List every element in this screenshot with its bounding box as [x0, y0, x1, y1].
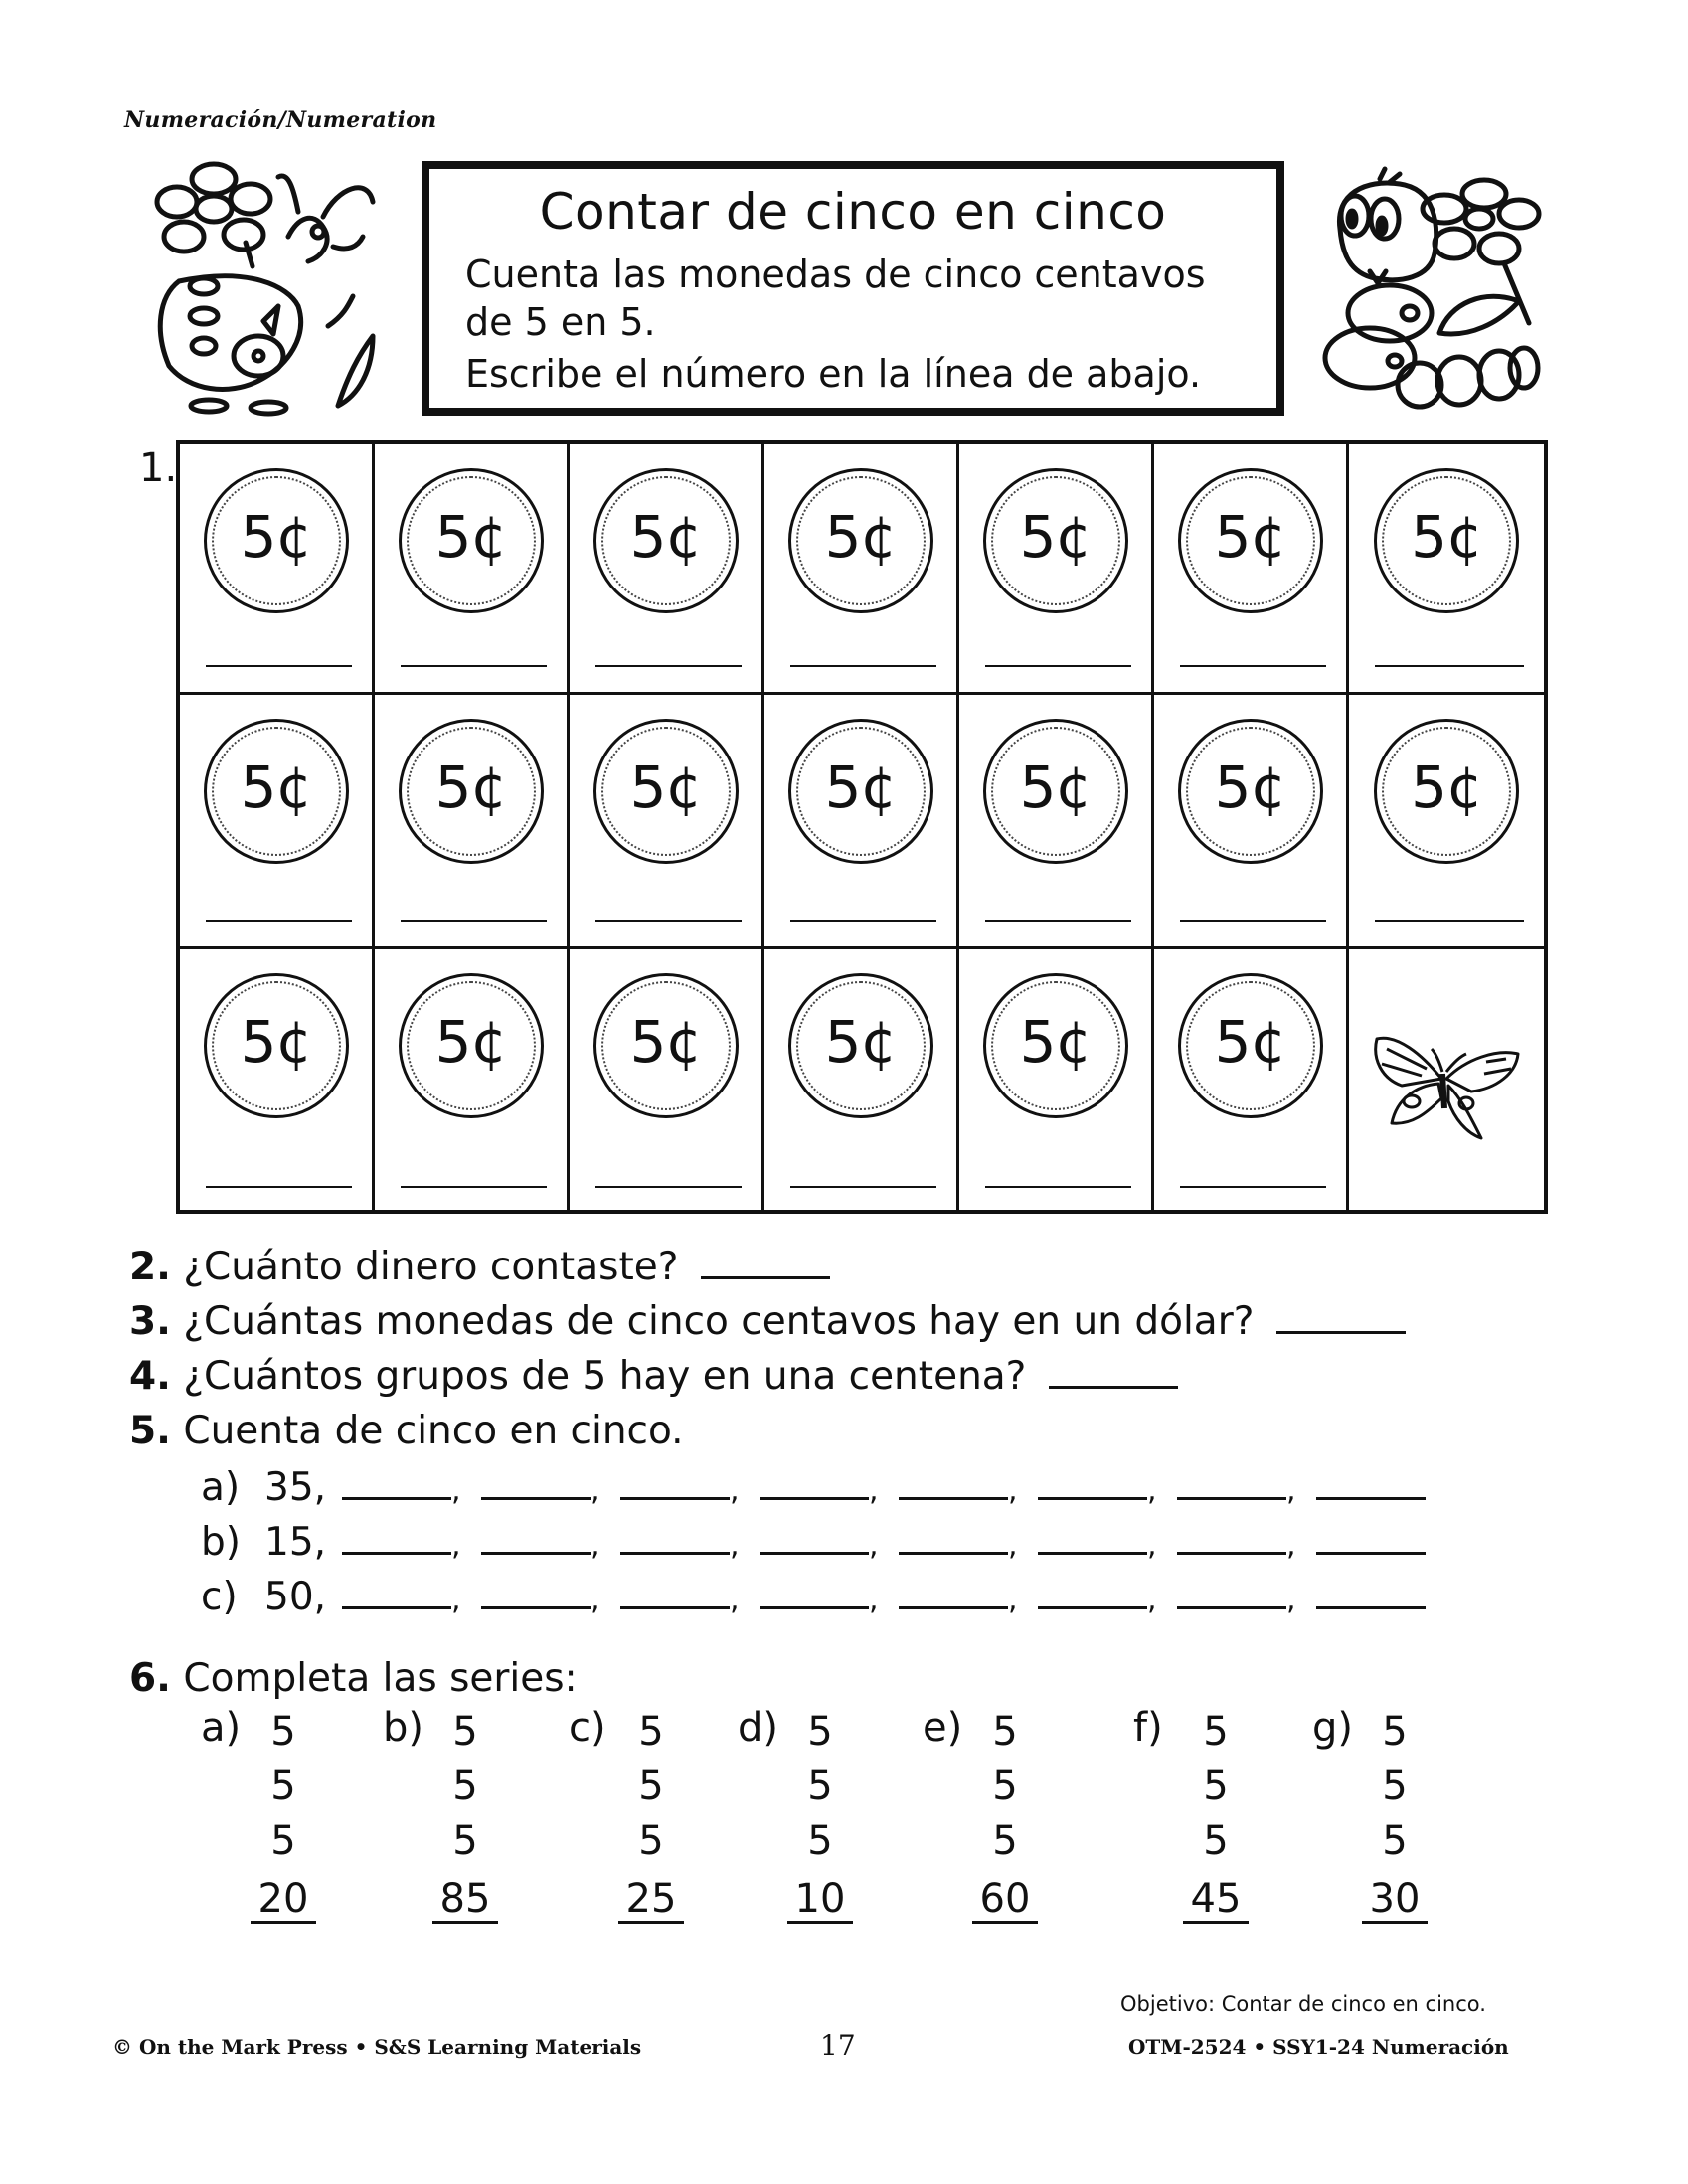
count-answer-line[interactable] [595, 1186, 742, 1188]
comma: , [869, 1583, 879, 1617]
objective-text: Objetivo: Contar de cinco en cinco. [1120, 1992, 1486, 2016]
series-label: d) [738, 1705, 778, 1751]
count-blank[interactable] [1316, 1551, 1426, 1555]
count-blank[interactable] [342, 1551, 451, 1555]
coin-label: 5¢ [240, 1008, 312, 1076]
count-answer-line[interactable] [790, 1186, 936, 1188]
nickel-coin-icon [788, 973, 933, 1118]
publisher-credit: © On the Mark Press • S&S Learning Materials [112, 2035, 642, 2059]
count-blank[interactable] [342, 1496, 451, 1500]
count-answer-line[interactable] [595, 665, 742, 667]
comma: , [730, 1583, 740, 1617]
series-total: 10 [787, 1869, 854, 1924]
comma: , [1147, 1583, 1157, 1617]
coin-grid [176, 440, 1548, 1214]
count-blank[interactable] [481, 1605, 591, 1609]
series-value: 5 [992, 1709, 1018, 1755]
series-label: c) [569, 1705, 606, 1751]
butterfly-character-with-flower-icon [149, 157, 378, 418]
series-label: f) [1133, 1705, 1163, 1751]
count-answer-line[interactable] [1180, 1186, 1326, 1188]
coin-label: 5¢ [1214, 754, 1286, 821]
coin-cell [764, 444, 959, 695]
count-blank[interactable] [899, 1605, 1008, 1609]
coin-label: 5¢ [240, 503, 312, 571]
nickel-coin-icon [593, 973, 739, 1118]
page-title: Contar de cinco en cinco [539, 183, 1167, 241]
comma: , [730, 1528, 740, 1563]
count-blank[interactable] [620, 1551, 730, 1555]
coin-label: 5¢ [629, 754, 702, 821]
instruction-line-1: Cuenta las monedas de cinco centavos [465, 252, 1206, 296]
start-value: 35, [264, 1465, 327, 1510]
count-blank[interactable] [620, 1605, 730, 1609]
comma: , [591, 1473, 600, 1508]
comma: , [591, 1528, 600, 1563]
count-answer-line[interactable] [985, 920, 1131, 922]
series-value: 5 [270, 1709, 296, 1755]
coin-label: 5¢ [1019, 754, 1092, 821]
nickel-coin-icon [983, 973, 1128, 1118]
series-value: 5 [807, 1764, 833, 1809]
comma: , [730, 1473, 740, 1508]
count-answer-line[interactable] [206, 665, 352, 667]
comma: , [1008, 1528, 1018, 1563]
count-answer-line[interactable] [1180, 665, 1326, 667]
series-value: 5 [452, 1818, 478, 1864]
coin-label: 5¢ [629, 1008, 702, 1076]
count-answer-line[interactable] [1375, 920, 1524, 922]
nickel-coin-icon [593, 719, 739, 864]
comma: , [1008, 1473, 1018, 1508]
nickel-coin-icon [399, 468, 544, 613]
series-value: 5 [1203, 1709, 1229, 1755]
coin-label: 5¢ [1019, 1008, 1092, 1076]
count-answer-line[interactable] [1375, 665, 1524, 667]
comma: , [1008, 1583, 1018, 1617]
series-value: 5 [638, 1818, 664, 1864]
nickel-coin-icon [204, 468, 349, 613]
coin-cell [1154, 444, 1349, 695]
coin-cell [375, 949, 570, 1210]
count-answer-line[interactable] [401, 920, 547, 922]
count-answer-line[interactable] [1180, 920, 1326, 922]
coin-cell [570, 444, 764, 695]
count-blank[interactable] [1177, 1605, 1286, 1609]
question-2: 2. ¿Cuánto dinero contaste? [129, 1245, 830, 1289]
nickel-coin-icon [399, 719, 544, 864]
series-value: 5 [992, 1764, 1018, 1809]
instruction-line-2: de 5 en 5. [465, 300, 656, 344]
butterfly-icon [1367, 1014, 1526, 1153]
nickel-coin-icon [788, 468, 933, 613]
count-blank[interactable] [481, 1551, 591, 1555]
nickel-coin-icon [1178, 973, 1323, 1118]
series-total: 60 [972, 1869, 1039, 1924]
nickel-coin-icon [1374, 719, 1519, 864]
series-value: 5 [1382, 1764, 1408, 1809]
series-total: 20 [251, 1869, 317, 1924]
row-label: b) [201, 1520, 241, 1565]
question-4: 4. ¿Cuántos grupos de 5 hay en una centena? [129, 1354, 1178, 1399]
series-total: 30 [1362, 1869, 1429, 1924]
comma: , [451, 1473, 461, 1508]
count-row [201, 1520, 1426, 1565]
count-blank[interactable] [1177, 1551, 1286, 1555]
series-label: e) [923, 1705, 963, 1751]
series-value: 5 [270, 1818, 296, 1864]
comma: , [869, 1473, 879, 1508]
coin-label: 5¢ [240, 754, 312, 821]
count-blank[interactable] [899, 1496, 1008, 1500]
coin-label: 5¢ [824, 503, 897, 571]
product-code: OTM-2524 • SSY1-24 Numeración [1128, 2035, 1509, 2059]
comma: , [1147, 1528, 1157, 1563]
series-value: 5 [992, 1818, 1018, 1864]
series-value: 5 [1382, 1818, 1408, 1864]
row-label: a) [201, 1465, 241, 1510]
series-value: 5 [452, 1764, 478, 1809]
series-total: 85 [432, 1869, 499, 1924]
coin-cell [375, 695, 570, 949]
count-blank[interactable] [1038, 1605, 1147, 1609]
count-answer-line[interactable] [206, 920, 352, 922]
count-row [201, 1465, 1426, 1510]
nickel-coin-icon [204, 973, 349, 1118]
coin-cell [180, 444, 375, 695]
series-value: 5 [638, 1709, 664, 1755]
coin-cell [180, 949, 375, 1210]
nickel-coin-icon [399, 973, 544, 1118]
instruction-line-3: Escribe el número en la línea de abajo. [465, 352, 1202, 396]
coin-cell [959, 444, 1154, 695]
start-value: 50, [264, 1575, 327, 1619]
nickel-coin-icon [1178, 719, 1323, 864]
count-blank[interactable] [760, 1496, 869, 1500]
count-answer-line[interactable] [595, 920, 742, 922]
count-blank[interactable] [1038, 1551, 1147, 1555]
count-blank[interactable] [899, 1551, 1008, 1555]
count-answer-line[interactable] [206, 1186, 352, 1188]
coin-cell [570, 949, 764, 1210]
count-answer-line[interactable] [401, 665, 547, 667]
coin-cell [764, 949, 959, 1210]
comma: , [869, 1528, 879, 1563]
question-3: 3. ¿Cuántas monedas de cinco centavos hay en un dólar? [129, 1299, 1406, 1344]
count-answer-line[interactable] [985, 665, 1131, 667]
nickel-coin-icon [983, 719, 1128, 864]
coin-label: 5¢ [1411, 754, 1482, 821]
coin-cell [764, 695, 959, 949]
coin-cell [570, 695, 764, 949]
count-blank[interactable] [1316, 1496, 1426, 1500]
series-value: 5 [1203, 1764, 1229, 1809]
answer-blank-4[interactable] [1049, 1385, 1178, 1389]
count-blank[interactable] [481, 1496, 591, 1500]
comma: , [591, 1583, 600, 1617]
series-value: 5 [807, 1818, 833, 1864]
comma: , [1286, 1473, 1296, 1508]
count-blank[interactable] [620, 1496, 730, 1500]
coin-cell [1349, 695, 1544, 949]
count-blank[interactable] [1038, 1496, 1147, 1500]
count-answer-line[interactable] [985, 1186, 1131, 1188]
series-value: 5 [270, 1764, 296, 1809]
question-number-1: 1. [139, 445, 178, 491]
coin-label: 5¢ [1411, 503, 1482, 571]
nickel-coin-icon [1178, 468, 1323, 613]
comma: , [1286, 1528, 1296, 1563]
coin-label: 5¢ [824, 1008, 897, 1076]
nickel-coin-icon [204, 719, 349, 864]
coin-cell [1154, 949, 1349, 1210]
count-blank[interactable] [342, 1605, 451, 1609]
coin-label: 5¢ [1214, 503, 1286, 571]
count-answer-line[interactable] [790, 920, 936, 922]
answer-blank-3[interactable] [1276, 1330, 1406, 1334]
coin-label: 5¢ [629, 503, 702, 571]
start-value: 15, [264, 1520, 327, 1565]
question-6: 6. Completa las series: [129, 1656, 578, 1701]
coin-cell [959, 949, 1154, 1210]
series-total: 45 [1183, 1869, 1250, 1924]
series-value: 5 [807, 1709, 833, 1755]
series-label: g) [1312, 1705, 1353, 1751]
nickel-coin-icon [788, 719, 933, 864]
coin-label: 5¢ [1019, 503, 1092, 571]
coin-label: 5¢ [434, 754, 507, 821]
series-value: 5 [1382, 1709, 1408, 1755]
count-blank[interactable] [1177, 1496, 1286, 1500]
series-value: 5 [638, 1764, 664, 1809]
coin-cell [1349, 949, 1544, 1210]
nickel-coin-icon [593, 468, 739, 613]
series-label: b) [383, 1705, 423, 1751]
series-label: a) [201, 1705, 242, 1751]
coin-cell [959, 695, 1154, 949]
coin-cell [180, 695, 375, 949]
title-box [422, 161, 1284, 416]
series-value: 5 [1203, 1818, 1229, 1864]
series-value: 5 [452, 1709, 478, 1755]
nickel-coin-icon [1374, 468, 1519, 613]
coin-label: 5¢ [824, 754, 897, 821]
count-row [201, 1575, 1426, 1619]
count-answer-line[interactable] [401, 1186, 547, 1188]
count-blank[interactable] [1316, 1605, 1426, 1609]
row-label: c) [201, 1575, 238, 1619]
coin-cell [1154, 695, 1349, 949]
coin-label: 5¢ [434, 503, 507, 571]
question-5: 5. Cuenta de cinco en cinco. [129, 1409, 684, 1453]
caterpillar-with-flower-icon [1320, 164, 1549, 413]
coin-cell [375, 444, 570, 695]
coin-cell [1349, 444, 1544, 695]
nickel-coin-icon [983, 468, 1128, 613]
section-tag: Numeración/Numeration [124, 107, 437, 133]
comma: , [1286, 1583, 1296, 1617]
answer-blank-2[interactable] [701, 1275, 830, 1279]
page-number: 17 [820, 2029, 856, 2062]
comma: , [451, 1528, 461, 1563]
count-answer-line[interactable] [790, 665, 936, 667]
count-blank[interactable] [760, 1551, 869, 1555]
series-total: 25 [618, 1869, 685, 1924]
coin-label: 5¢ [434, 1008, 507, 1076]
count-blank[interactable] [760, 1605, 869, 1609]
comma: , [451, 1583, 461, 1617]
coin-label: 5¢ [1214, 1008, 1286, 1076]
comma: , [1147, 1473, 1157, 1508]
